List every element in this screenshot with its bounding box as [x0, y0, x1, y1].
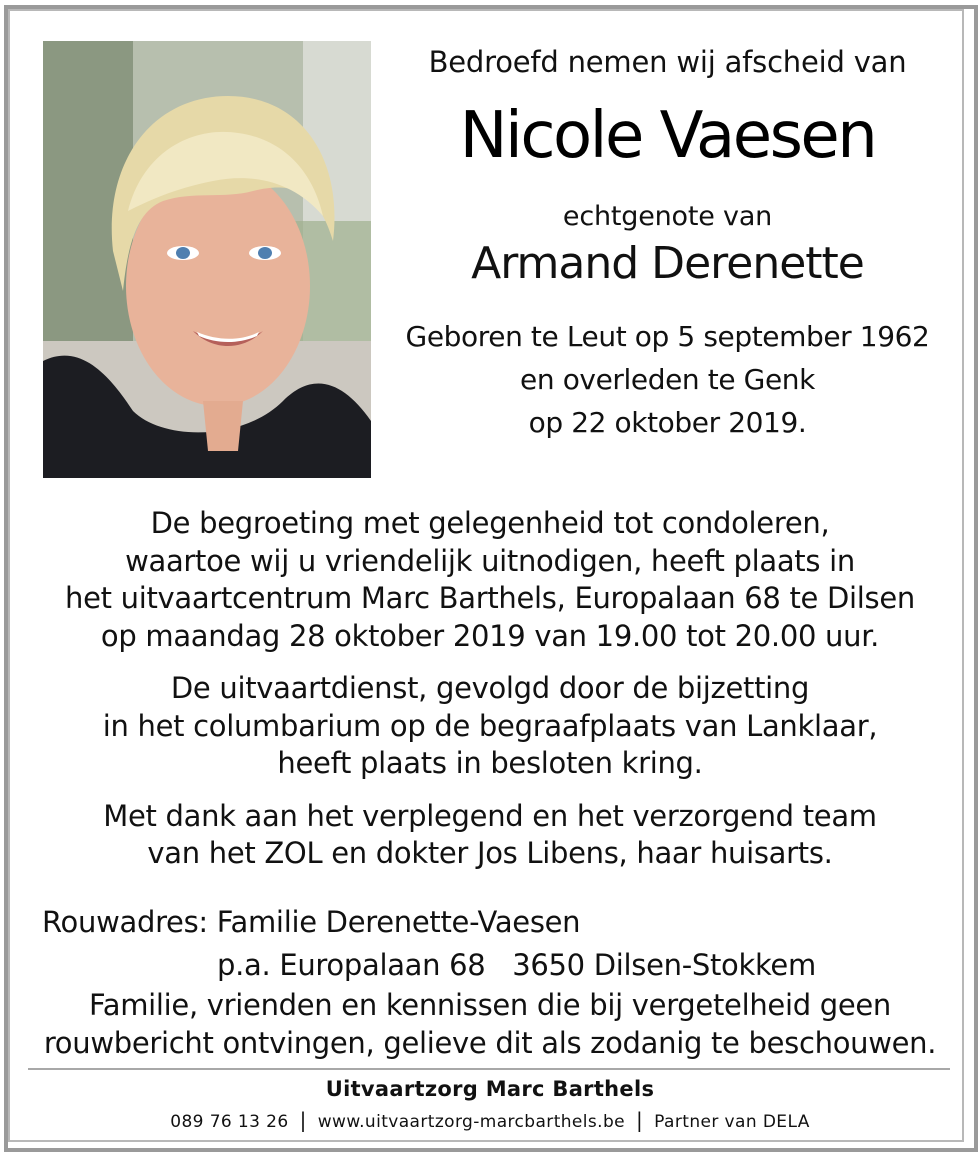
deceased-name: Nicole Vaesen: [459, 99, 876, 173]
text-line: De begroeting met gelegenheid tot condoleren,: [150, 506, 830, 540]
funeral-home-name: Uitvaartzorg Marc Barthels: [325, 1077, 655, 1101]
text-line: Familie, vrienden en kennissen die bij vergetelheid geen: [89, 988, 891, 1022]
text-line: waartoe wij u vriendelijk uitnodigen, heeft plaats in: [125, 543, 855, 578]
intro-text: Bedroefd nemen wij afscheid van: [428, 45, 907, 79]
condolence-paragraph: [30, 505, 950, 655]
website-link[interactable]: www.uitvaartzorg-marcbarthels.be: [317, 1112, 626, 1132]
header-block: [395, 40, 940, 444]
death-date-line: op 22 oktober 2019.: [528, 406, 807, 439]
body-text: [30, 505, 950, 873]
text-line: in het columbarium op de begraafplaats van Lanklaar,: [102, 708, 878, 743]
text-line: op maandag 28 oktober 2019 van 19.00 tot 20.00 uur.: [100, 618, 880, 653]
spouse-intro-text: echtgenote van: [562, 201, 773, 232]
death-place-line: en overleden te Genk: [520, 363, 815, 396]
separator: |: [299, 1108, 307, 1132]
footer-divider: [28, 1068, 950, 1070]
phone-number: 089 76 13 26: [170, 1112, 289, 1132]
footer-contacts: [0, 1105, 980, 1137]
text-line: heeft plaats in besloten kring.: [277, 746, 703, 780]
text-line: het uitvaartcentrum Marc Barthels, Europalaan 68 te Dilsen: [65, 581, 915, 615]
life-dates: [395, 315, 940, 444]
text-line: van het ZOL en dokter Jos Libens, haar huisarts.: [147, 836, 833, 870]
separator: |: [636, 1108, 644, 1132]
text-line: rouwbericht ontvingen, gelieve dit als zodanig te beschouwen.: [43, 1025, 937, 1060]
text-line: Met dank aan het verplegend en het verzorgend team: [103, 798, 877, 833]
birth-line: Geboren te Leut op 5 september 1962: [405, 320, 930, 353]
address-line-1: Rouwadres: Familie Derenette-Vaesen: [42, 905, 581, 939]
mourning-address: [42, 901, 942, 987]
funeral-service-paragraph: [30, 670, 950, 783]
spouse-name: Armand Derenette: [471, 238, 864, 289]
address-line-2: p.a. Europalaan 68 3650 Dilsen-Stokkem: [217, 948, 816, 982]
notice-note: [30, 987, 950, 1062]
partner-text: Partner van DELA: [654, 1112, 810, 1132]
thanks-paragraph: [30, 798, 950, 873]
text-line: De uitvaartdienst, gevolgd door de bijzetting: [170, 671, 810, 705]
portrait-photo: [43, 41, 371, 478]
